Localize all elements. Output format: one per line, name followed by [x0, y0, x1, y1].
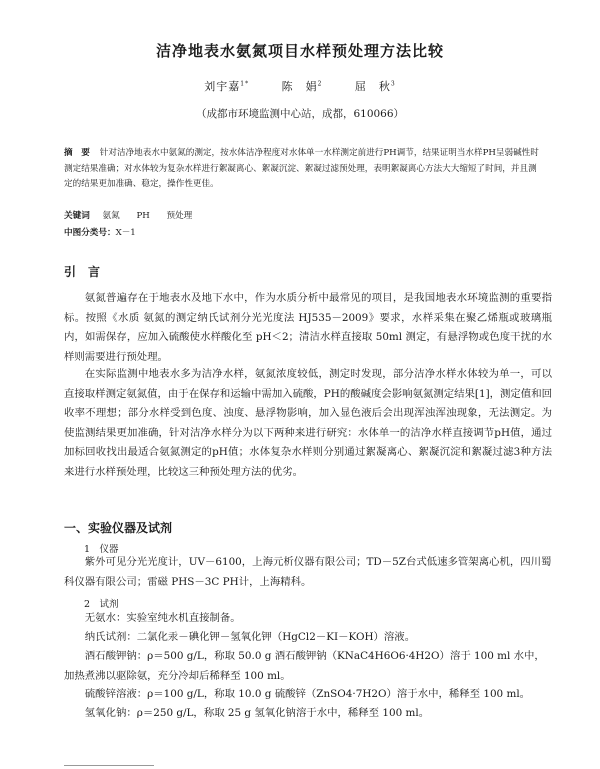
intro-paragraph-2: 在实际监测中地表水多为洁净水样，氨氮浓度较低，测定时发现，部分洁净水样水体较为单一，可以直接取样测定氨氮值，由于在保存和运输中需加入硫酸，PH的酸碱度会影响氨氮测定结果[1]，测定值和回收率不理想；部分水样受到色度、浊度、悬浮物影响，加入显色液后会出现浑浊浑浊现象，无法测定。为使监测结果更加准确，针对洁净水样分为以下两种来进行研究：水体单一的洁净水样直接调节pH值，通过加标回收找出最适合氨氮测定的pH值；水体复杂水样则分别通过絮凝离心、絮凝沉淀和絮凝过滤3种方法来进行水样预处理，比较这三种预处理方法的优劣。 — [64, 368, 552, 478]
subsection-reagents: 2 试剂 — [84, 599, 119, 610]
author: 陈 娟$^2$ — [281, 80, 323, 93]
section-heading-intro: 引 言 — [64, 265, 101, 279]
keyword: 氨氮 — [102, 211, 120, 221]
reagent-sodium-hydroxide: 氢氧化钠：ρ＝250 g/L，称取 25 g 氢氧化钠溶于水中，稀释至 100 ml。 — [84, 707, 430, 719]
clc-number — [64, 226, 136, 238]
reagent-zinc-sulfate: 硫酸锌溶液：ρ＝100 g/L，称取 10.0 g 硫酸锌（ZnSO4·7H2O）溶于水中，稀释至 100 ml。 — [84, 688, 531, 700]
abstract — [64, 146, 544, 193]
paper-title: 洁净地表水氨氮项目水样预处理方法比较 — [155, 42, 444, 60]
author: 屈 秋$^3$ — [354, 80, 396, 93]
keyword: 预处理 — [166, 211, 193, 221]
footnote-rule — [64, 765, 154, 766]
keywords — [64, 209, 192, 221]
section-heading-experiment: 一、实验仪器及试剂 — [64, 521, 173, 535]
subsection-instruments: 1 仪器 — [84, 544, 119, 555]
abstract-text: 针对洁净地表水中氨氮的测定，按水体洁净程度对水体单一水样测定前进行PH调节，结果证明当水样PH呈弱碱性时测定结果准确；对水体较为复杂水样进行絮凝离心、絮凝沉淀、絮凝过滤预处理，表明絮凝离心方法大大缩短了时间，并且测定的结果更加准确、稳定，操作性更佳。 — [64, 148, 539, 189]
reagent-ammonia-free-water: 无氨水：实验室纯水机直接制备。 — [84, 612, 241, 624]
author: 刘宇嘉$^{1*}$ — [204, 80, 250, 93]
affiliation: （成都市环境监测中心站，成都，610066） — [195, 108, 405, 120]
author-list — [0, 78, 600, 94]
reagent-tartrate: 酒石酸钾钠：ρ＝500 g/L，称取 50.0 g 酒石酸钾钠（KNaC4H6O6·4H2O）溶于 100 ml 水中，加热煮沸以驱除氨，充分冷却后稀释至 100 ml。 — [64, 650, 545, 682]
keywords-label: 关键词 — [64, 211, 90, 221]
clc-value: X－1 — [115, 228, 136, 238]
intro-paragraph-1: 氨氮普遍存在于地表水及地下水中，作为水质分析中最常见的项目，是我国地表水环境监测的重要指标。按照《水质 氨氮的测定纳氏试剂分光光度法 HJ535－2009》要求，水样采集在聚乙烯瓶或玻璃瓶内，如需保存，应加入硫酸使水样酸化至 pH＜2；清洁水样直接取 50ml 测定，有悬浮物或色度干扰的水样则需要进行预处理。 — [64, 292, 552, 363]
instruments-text: 紫外可见分光光度计，UV－6100，上海元析仪器有限公司；TD－5Z台式低速多管架离心机，四川蜀科仪器有限公司；雷磁 PHS－3C PH计，上海精科。 — [64, 556, 552, 588]
keyword: PH — [136, 211, 150, 221]
reagent-nessler: 纳氏试剂：二氯化汞－碘化钾－氢氧化钾（HgCl2－KI－KOH）溶液。 — [84, 631, 416, 643]
abstract-label: 摘 要 — [64, 148, 90, 158]
clc-label: 中图分类号： — [64, 228, 116, 238]
